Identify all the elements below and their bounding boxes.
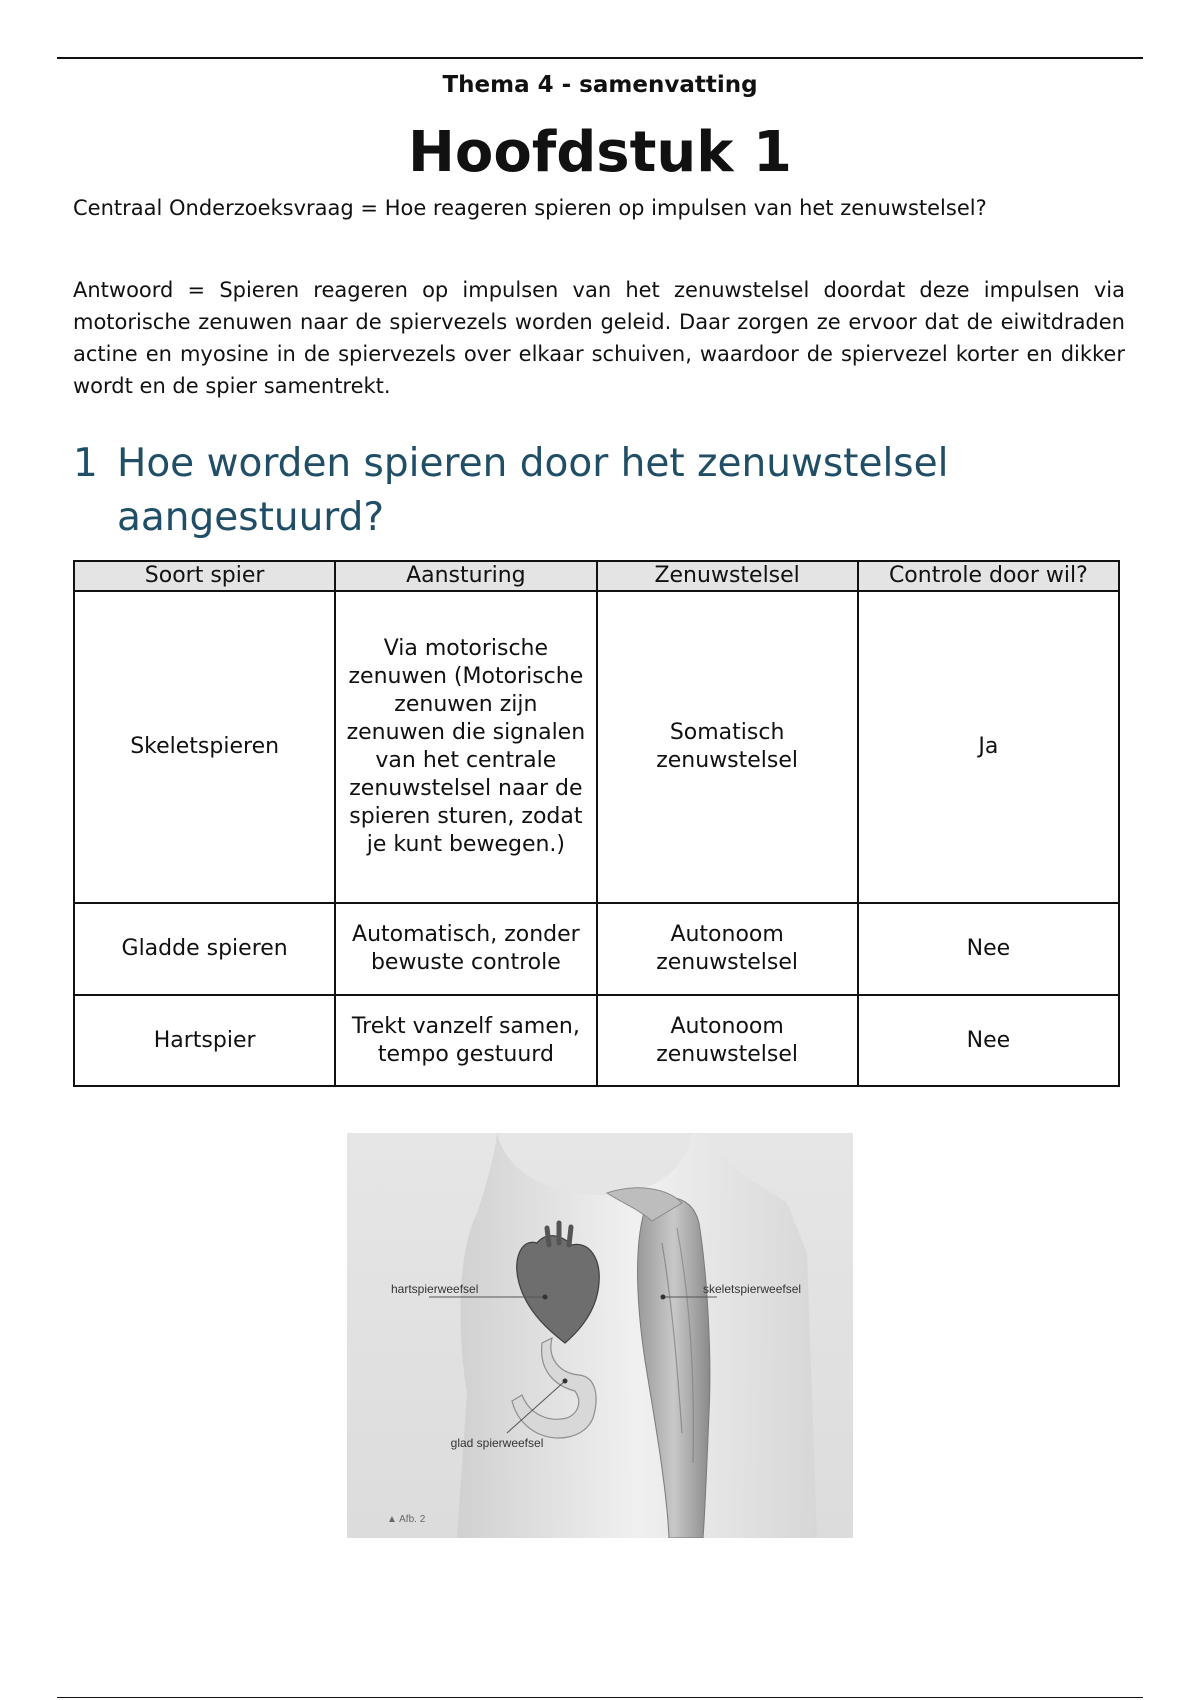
table-cell: Hartspier xyxy=(74,995,335,1086)
answer-paragraph: Antwoord = Spieren reageren op impulsen van het zenuwstelsel doordat deze impulsen via motorische zenuwen naar de spiervezels worden geleid. Daar zorgen ze ervoor dat de eiwitdraden actine en myosine in de spiervezels over elkaar schuiven, waardoor de spiervezel korter en dikker wordt en de spier samentrekt. xyxy=(73,278,1125,398)
figure-caption: ▲ Afb. 2 xyxy=(387,1514,426,1525)
table-cell: Skeletspieren xyxy=(74,591,335,903)
table-cell: Autonoom zenuwstelsel xyxy=(597,995,858,1086)
label-heart-tissue: hartspierweefsel xyxy=(391,1282,479,1296)
muscle-tissue-illustration xyxy=(347,1133,853,1538)
section-heading xyxy=(73,437,1133,545)
table-cell: Autonoom zenuwstelsel xyxy=(597,903,858,995)
table-cell: Nee xyxy=(858,903,1119,995)
section-number: 1 xyxy=(73,441,98,486)
label-skeletal-tissue: skeletspierweefsel xyxy=(703,1282,802,1296)
chapter-title: Hoofdstuk 1 xyxy=(408,120,792,185)
table-cell: Automatisch, zonder bewuste controle xyxy=(335,903,596,995)
research-question: Centraal Onderzoeksvraag = Hoe reageren spieren op impulsen van het zenuwstelsel? xyxy=(73,196,987,220)
table-cell: Somatisch zenuwstelsel xyxy=(597,591,858,903)
table-cell: Nee xyxy=(858,995,1119,1086)
table-row xyxy=(74,591,1119,903)
table-header-row xyxy=(74,561,1119,591)
bottom-rule xyxy=(57,1697,1143,1698)
table-cell: Trekt vanzelf samen, tempo gestuurd xyxy=(335,995,596,1086)
table-cell: Ja xyxy=(858,591,1119,903)
table-row xyxy=(74,903,1119,995)
table-header: Controle door wil? xyxy=(858,561,1119,591)
table-header: Soort spier xyxy=(74,561,335,591)
table-row xyxy=(74,995,1119,1086)
header-label: Thema 4 - samenvatting xyxy=(442,72,758,98)
body-illustration xyxy=(347,1133,853,1538)
table-cell: Gladde spieren xyxy=(74,903,335,995)
muscle-table xyxy=(73,560,1120,1087)
label-smooth-tissue: glad spierweefsel xyxy=(450,1436,544,1450)
section-title: Hoe worden spieren door het zenuwstelsel aangestuurd? xyxy=(117,441,949,540)
table-header: Aansturing xyxy=(335,561,596,591)
top-rule xyxy=(57,57,1143,59)
table-cell: Via motorische zenuwen (Motorische zenuwen zijn zenuwen die signalen van het centrale zenuwstelsel naar de spieren sturen, zodat je kunt bewegen.) xyxy=(335,591,596,903)
table-header: Zenuwstelsel xyxy=(597,561,858,591)
